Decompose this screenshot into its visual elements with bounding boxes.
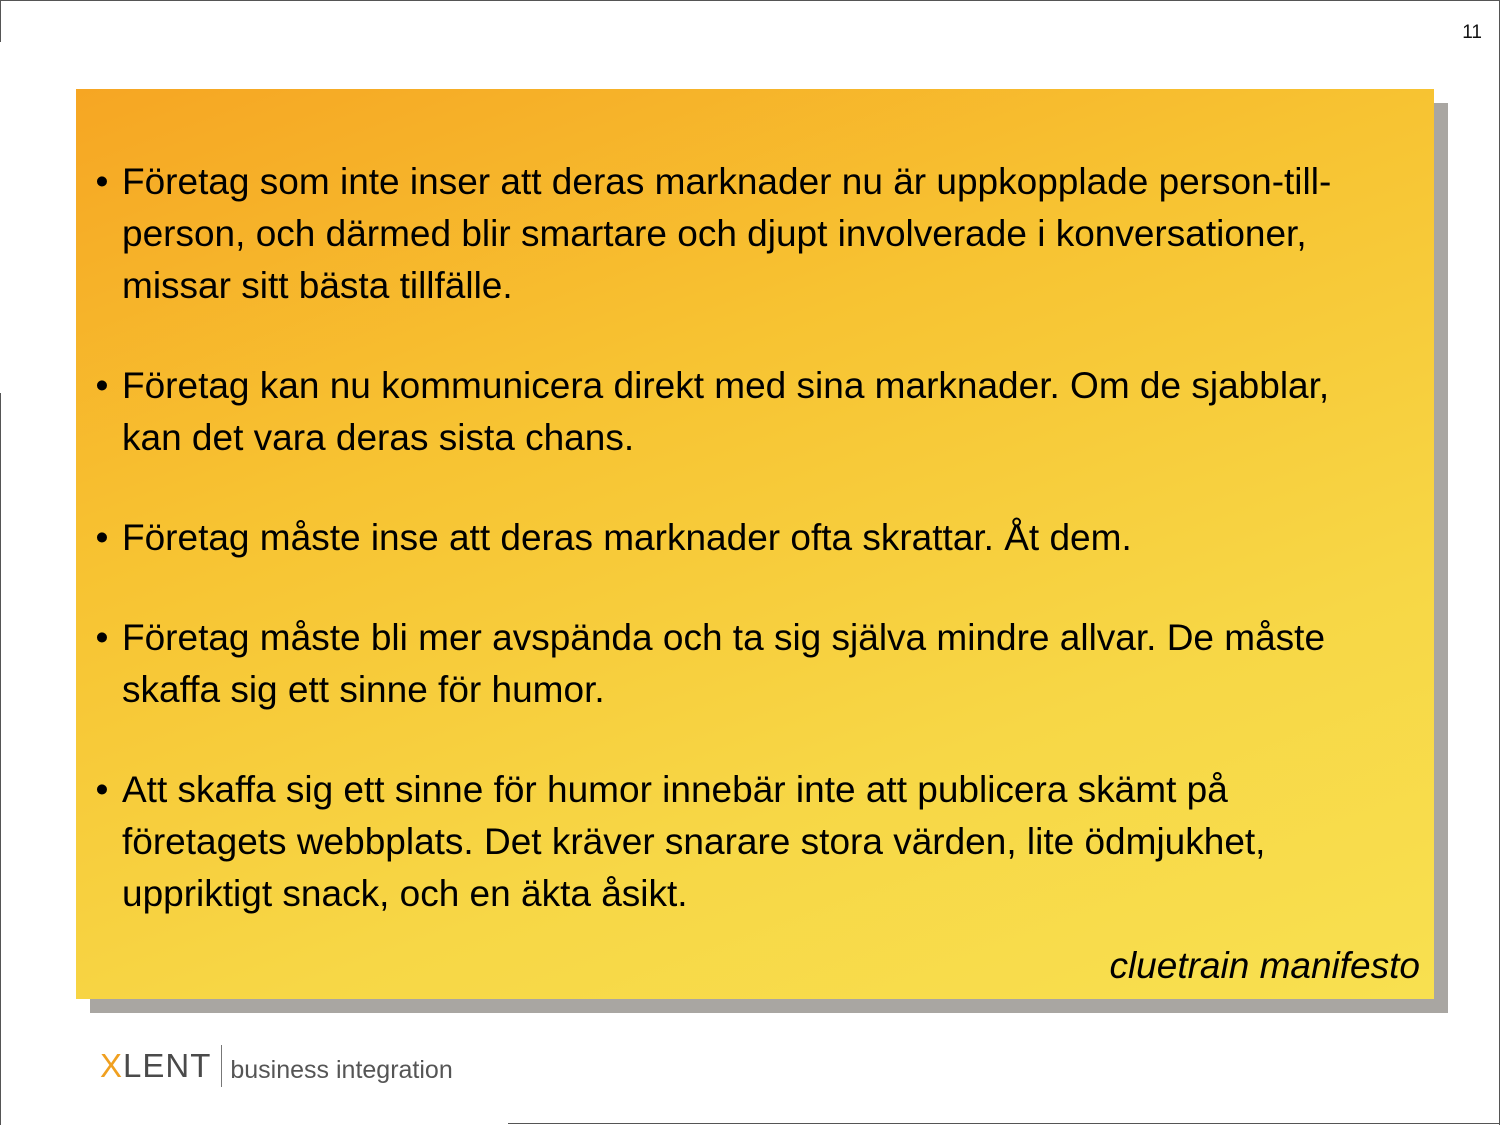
- bullet-text: Företag måste inse att deras marknader ofta skrattar. Åt dem.: [122, 517, 1132, 558]
- bullet-item: [0, 764, 1450, 920]
- bullet-text: Företag kan nu kommunicera direkt med sina marknader. Om de sjabblar, kan det vara deras sista chans.: [122, 365, 1330, 458]
- frame-left-line-top: [0, 0, 1, 42]
- bullet-dot: •: [95, 365, 109, 406]
- quote-bullet-list: [0, 156, 1450, 968]
- logo-tagline: business integration: [230, 1055, 453, 1084]
- logo-divider: [221, 1045, 222, 1087]
- bullet-dot: •: [95, 161, 109, 202]
- company-logo: [100, 1044, 453, 1088]
- quote-attribution: cluetrain manifesto: [1109, 945, 1420, 986]
- bullet-dot: •: [95, 769, 109, 810]
- logo-wordmark-rest: LENT: [123, 1047, 212, 1084]
- bullet-item: [0, 512, 1450, 564]
- bullet-text: Att skaffa sig ett sinne för humor innebär inte att publicera skämt på företagets webbplats. Det kräver snarare stora värden, lite ödmjukhet, uppriktigt snack, och en äkta åsikt.: [122, 769, 1266, 914]
- bullet-item: [0, 360, 1450, 464]
- frame-bottom-line: [508, 1123, 1500, 1124]
- logo-x-letter: X: [100, 1047, 124, 1084]
- frame-top-line: [0, 0, 1500, 1]
- bullet-dot: •: [95, 517, 109, 558]
- bullet-item: [0, 612, 1450, 716]
- bullet-text: Företag måste bli mer avspända och ta sig själva mindre allvar. De måste skaffa sig ett sinne för humor.: [122, 617, 1326, 710]
- logo-wordmark: [100, 1047, 211, 1085]
- page-number: 11: [1462, 22, 1482, 43]
- bullet-text: Företag som inte inser att deras marknader nu är uppkopplade person-till-person, och därmed blir smartare och djupt involverade i konversationer, missar sitt bästa tillfälle.: [122, 161, 1332, 306]
- bullet-item: [0, 156, 1450, 312]
- bullet-dot: •: [95, 617, 109, 658]
